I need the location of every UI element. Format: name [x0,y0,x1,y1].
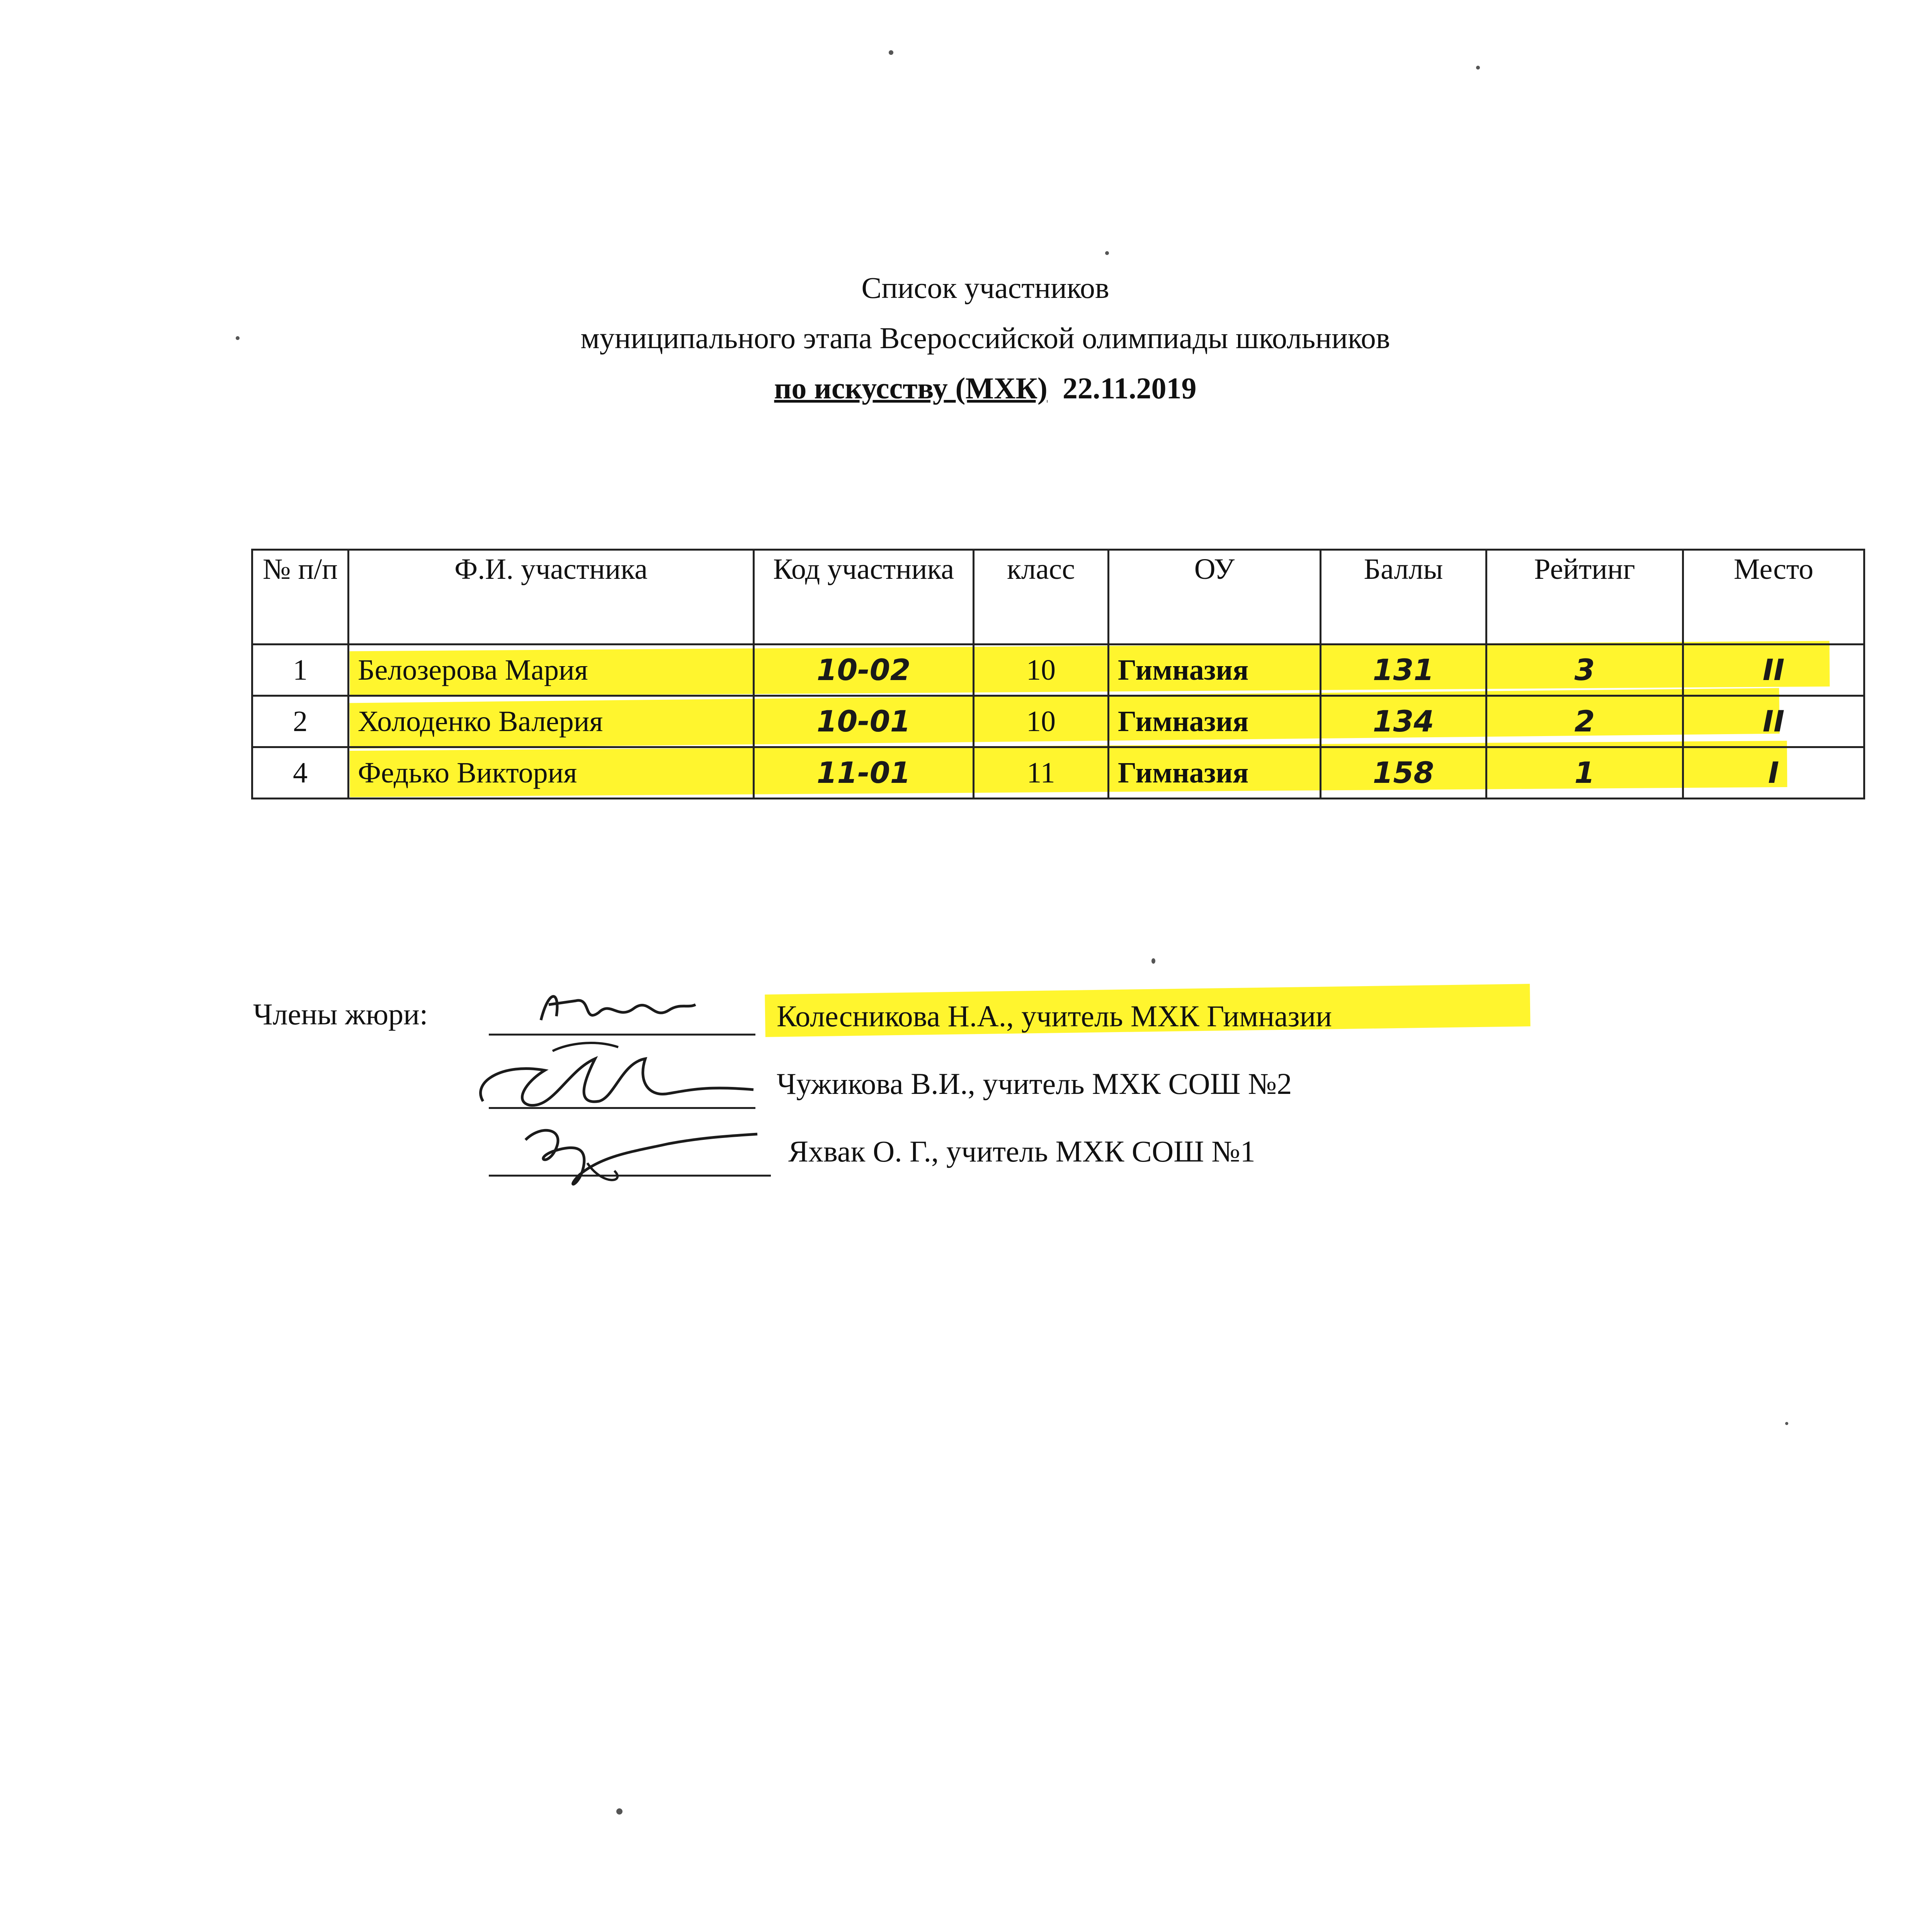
title-line-2: муниципального этапа Всероссийской олимпиады школьников [580,321,1390,355]
title-line-1: Список участников [861,271,1109,304]
row-rating: 3 [1486,645,1683,696]
row-place: II [1683,696,1864,747]
title-subject: по искусству (МХК) [774,371,1048,405]
row-school: Гимназия [1109,747,1321,799]
row-name: Федько Виктория [349,747,754,799]
scan-speck [236,336,240,340]
row-code: 10-01 [754,696,974,747]
document-title [0,263,1932,413]
row-num: 2 [252,696,349,747]
header-name: Ф.И. участника [349,550,754,645]
signature-1-icon [533,974,707,1036]
row-score: 131 [1321,645,1486,696]
title-date: 22.11.2019 [1062,371,1197,405]
signature-2-icon [468,1036,761,1121]
table-header-row [252,550,1864,645]
header-rating: Рейтинг [1486,550,1683,645]
header-score: Баллы [1321,550,1486,645]
jury-member-3: Яхвак О. Г., учитель МХК СОШ №1 [788,1134,1255,1168]
scan-speck [1785,1422,1788,1425]
header-code: Код участника [754,550,974,645]
jury-label: Члены жюри: [253,997,428,1031]
header-num: № п/п [252,550,349,645]
row-rating: 2 [1486,696,1683,747]
row-code: 10-02 [754,645,974,696]
row-name: Белозерова Мария [349,645,754,696]
scan-speck [616,1808,622,1815]
row-code: 11-01 [754,747,974,799]
row-school: Гимназия [1109,645,1321,696]
signature-3-icon [487,1117,765,1198]
row-num: 4 [252,747,349,799]
row-grade: 10 [974,645,1109,696]
row-school: Гимназия [1109,696,1321,747]
table-row [252,747,1864,799]
row-score: 158 [1321,747,1486,799]
results-table [251,549,1865,799]
row-score: 134 [1321,696,1486,747]
scan-speck [1105,251,1109,255]
row-rating: 1 [1486,747,1683,799]
header-grade: класс [974,550,1109,645]
table-row [252,645,1864,696]
row-grade: 11 [974,747,1109,799]
jury-member-1: Колесникова Н.А., учитель МХК Гимназии [777,999,1332,1033]
header-school: ОУ [1109,550,1321,645]
row-name: Холоденко Валерия [349,696,754,747]
row-place: II [1683,645,1864,696]
scan-speck [1476,66,1480,70]
scan-speck [1151,958,1155,964]
scan-speck [889,50,893,55]
row-grade: 10 [974,696,1109,747]
table-row [252,696,1864,747]
title-line-3 [0,363,1932,413]
jury-member-2: Чужикова В.И., учитель МХК СОШ №2 [777,1067,1292,1100]
row-place: I [1683,747,1864,799]
header-place: Место [1683,550,1864,645]
row-num: 1 [252,645,349,696]
